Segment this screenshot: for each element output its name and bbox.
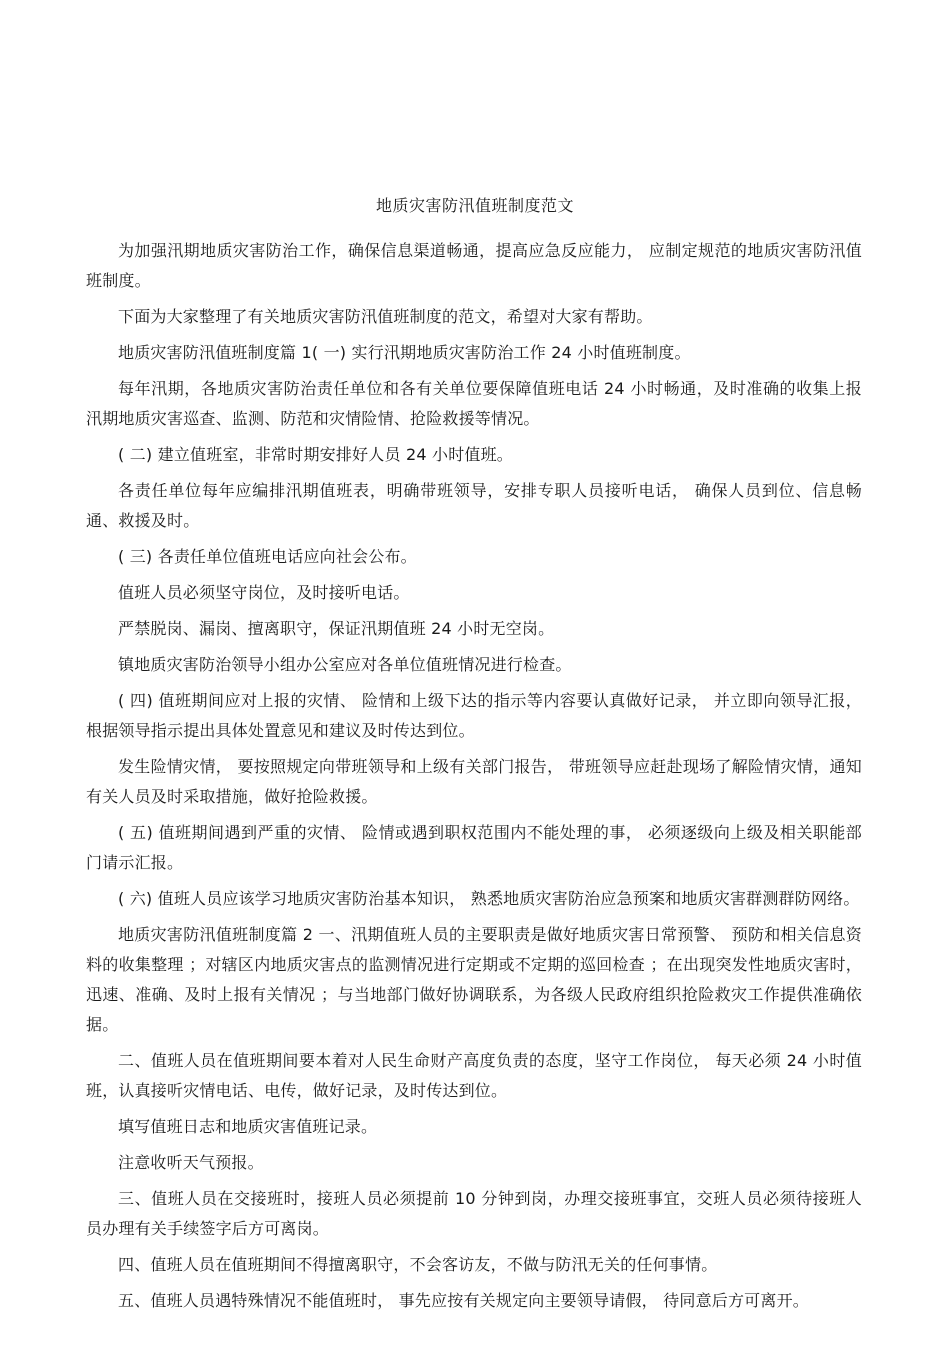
paragraph: ( 二) 建立值班室，非常时期安排好人员 24 小时值班。 (118, 445, 513, 464)
paragraph: 发生险情灾情， 要按照规定向带班领导和上级有关部门报告， 带班领导应赶赴现场了解险情灾情，通知有关人员及时采取措施，做好抢险救援。 (86, 757, 862, 806)
paragraph: 严禁脱岗、漏岗、擅离职守，保证汛期值班 24 小时无空岗。 (118, 619, 555, 638)
paragraph: ( 五) 值班期间遇到严重的灾情、 险情或遇到职权范围内不能处理的事， 必须逐级向上级及相关职能部门请示汇报。 (86, 823, 862, 872)
paragraph: ( 六) 值班人员应该学习地质灾害防治基本知识， 熟悉地质灾害防治应急预案和地质灾害群测群防网络。 (118, 889, 860, 908)
paragraph: ( 三) 各责任单位值班电话应向社会公布。 (118, 547, 417, 566)
paragraph: 下面为大家整理了有关地质灾害防汛值班制度的范文，希望对大家有帮助。 (118, 307, 653, 326)
paragraph: 填写值班日志和地质灾害值班记录。 (118, 1117, 378, 1136)
paragraph: 各责任单位每年应编排汛期值班表，明确带班领导，安排专职人员接听电话， 确保人员到位、信息畅通、救援及时。 (86, 481, 862, 530)
document-title: 地质灾害防汛值班制度范文 (375, 196, 574, 215)
paragraph: 三、值班人员在交接班时，接班人员必须提前 10 分钟到岗，办理交接班事宜，交班人员必须待接班人员办理有关手续签字后方可离岗。 (86, 1189, 862, 1238)
paragraph: 每年汛期，各地质灾害防治责任单位和各有关单位要保障值班电话 24 小时畅通，及时准确的收集上报汛期地质灾害巡查、监测、防范和灾情险情、抢险救援等情况。 (86, 379, 862, 428)
document-body (86, 236, 862, 1322)
paragraph: 为加强汛期地质灾害防治工作，确保信息渠道畅通，提高应急反应能力， 应制定规范的地质灾害防汛值班制度。 (86, 241, 862, 290)
paragraph: ( 四) 值班期间应对上报的灾情、 险情和上级下达的指示等内容要认真做好记录， 并立即向领导汇报，根据领导指示提出具体处置意见和建议及时传达到位。 (86, 691, 862, 740)
paragraph: 五、值班人员遇特殊情况不能值班时， 事先应按有关规定向主要领导请假， 待同意后方可离开。 (118, 1291, 809, 1310)
paragraph: 值班人员必须坚守岗位，及时接听电话。 (118, 583, 410, 602)
paragraph: 镇地质灾害防治领导小组办公室应对各单位值班情况进行检查。 (118, 655, 572, 674)
paragraph: 二、值班人员在值班期间要本着对人民生命财产高度负责的态度，坚守工作岗位， 每天必须 24 小时值班，认真接听灾情电话、电传，做好记录，及时传达到位。 (86, 1051, 862, 1100)
paragraph: 四、值班人员在值班期间不得擅离职守，不会客访友，不做与防汛无关的任何事情。 (118, 1255, 718, 1274)
paragraph: 地质灾害防汛值班制度篇 1( 一) 实行汛期地质灾害防治工作 24 小时值班制度。 (118, 343, 691, 362)
paragraph: 地质灾害防汛值班制度篇 2 一、汛期值班人员的主要职责是做好地质灾害日常预警、 预防和相关信息资料的收集整理 ；对辖区内地质灾害点的监测情况进行定期或不定期的巡回检查 ；在出现突发性地质灾害时，迅速、准确、及时上报有关情况 ；与当地部门做好协调联系，为各级人民政府组织抢险救灾工作提供准确依据。 (86, 925, 862, 1034)
paragraph: 注意收听天气预报。 (118, 1153, 264, 1172)
